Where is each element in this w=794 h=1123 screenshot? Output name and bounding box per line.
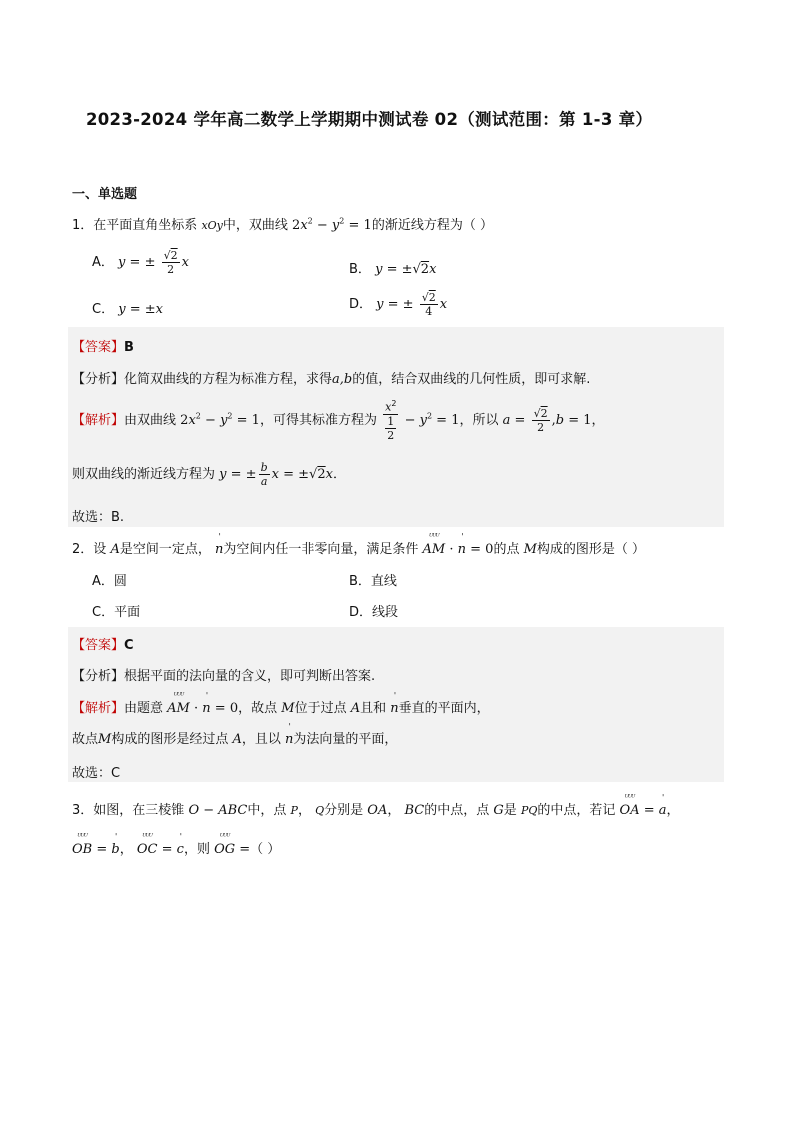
math-option-c: y [118, 302, 126, 317]
math-option-b: y [375, 262, 383, 277]
choose-line-2: 故选：C [72, 766, 121, 781]
math-condition: ᵁᵁᵁ AM · ' n = 0 [422, 532, 494, 557]
question-2-stem: 2．设 A是空间一定点， ' n为空间内任一非零向量，满足条件 ᵁᵁᵁ AM · ' n = 0的点 M构成的图形是（ ） [72, 532, 646, 557]
question-3-stem: 3．如图，在三棱锥 O − ABC中，点 P， Q分别是 OA， BC的中点，点 G是 PQ的中点，若记 ᵁᵁᵁ OA = ' a， [72, 793, 680, 818]
choose-line-1: 故选：B. [72, 510, 125, 525]
option-b[interactable]: B．直线 [349, 574, 397, 589]
math-hyperbola: $2x^2 - y^2 = 1$ [292, 216, 372, 233]
answer-line-2: 【答案】C [72, 638, 134, 653]
solution-line-1a: 【解析】由双曲线 $2x^2 - y^2 = 1$，可得其标准方程为 $\frac{x^2}{\frac{1}{2}}$ − $y^2 = 1$，所以 a = $\frac{√2}{2}$ ,b = 1， [72, 399, 605, 442]
answer-line-1: 【答案】B [72, 340, 134, 355]
analysis-line-1: 【分析】化简双曲线的方程为标准方程，求得a,b的值，结合双曲线的几何性质，即可求解. [72, 372, 591, 387]
question-number: 3． [72, 803, 94, 818]
question-number: 2． [72, 542, 94, 557]
option-d[interactable]: D． y = ± $\frac{√2}{4}$ x [349, 291, 448, 318]
math-option-a: y [118, 255, 126, 270]
solution-line-2b: 故点M构成的图形是经过点 A，且以 ' n为法向量的平面， [72, 722, 398, 747]
question-number: 1． [72, 218, 94, 233]
math-hyperbola: $2x^2 - y^2 = 1$ [180, 411, 260, 428]
section-heading: 一、单选题 [72, 187, 138, 202]
option-d[interactable]: D．线段 [349, 605, 399, 620]
question-1-stem: 1．在平面直角坐标系 xOy中，双曲线 $2x^2 - y^2 = 1$的渐近线方程为（ ） [72, 216, 493, 233]
question-3-stem-line-2: ᵁᵁᵁ OB = ' b， ᵁᵁᵁ OC = ' c，则 ᵁᵁᵁ OG =（ ） [72, 832, 281, 857]
option-b[interactable]: B． y = ±√2x [349, 262, 437, 277]
answer-value: B [124, 340, 134, 355]
analysis-line-2: 【分析】根据平面的法向量的含义，即可判断出答案. [72, 669, 376, 684]
math-option-d: y [376, 297, 384, 312]
solution-line-1b: 则双曲线的渐近线方程为 y = ± $\frac{b}{a}$ x = ±√2x． [72, 461, 346, 488]
answer-value: C [124, 638, 134, 653]
page-title: 2023-2024 学年高二数学上学期期中测试卷 02（测试范围：第 1-3 章） [86, 110, 653, 129]
option-c[interactable]: C． y = ±x [92, 302, 163, 317]
option-c[interactable]: C．平面 [92, 605, 141, 620]
solution-line-2a: 【解析】由题意 ᵁᵁᵁ AM · ' n = 0，故点 M位于过点 A且和 ' n垂直的平面内， [72, 691, 490, 716]
math-coordinate-system: xOy [201, 219, 223, 232]
option-a[interactable]: A．圆 [92, 574, 127, 589]
option-a[interactable]: A． y = ± $\frac{√2}{2}$ x [92, 249, 189, 276]
